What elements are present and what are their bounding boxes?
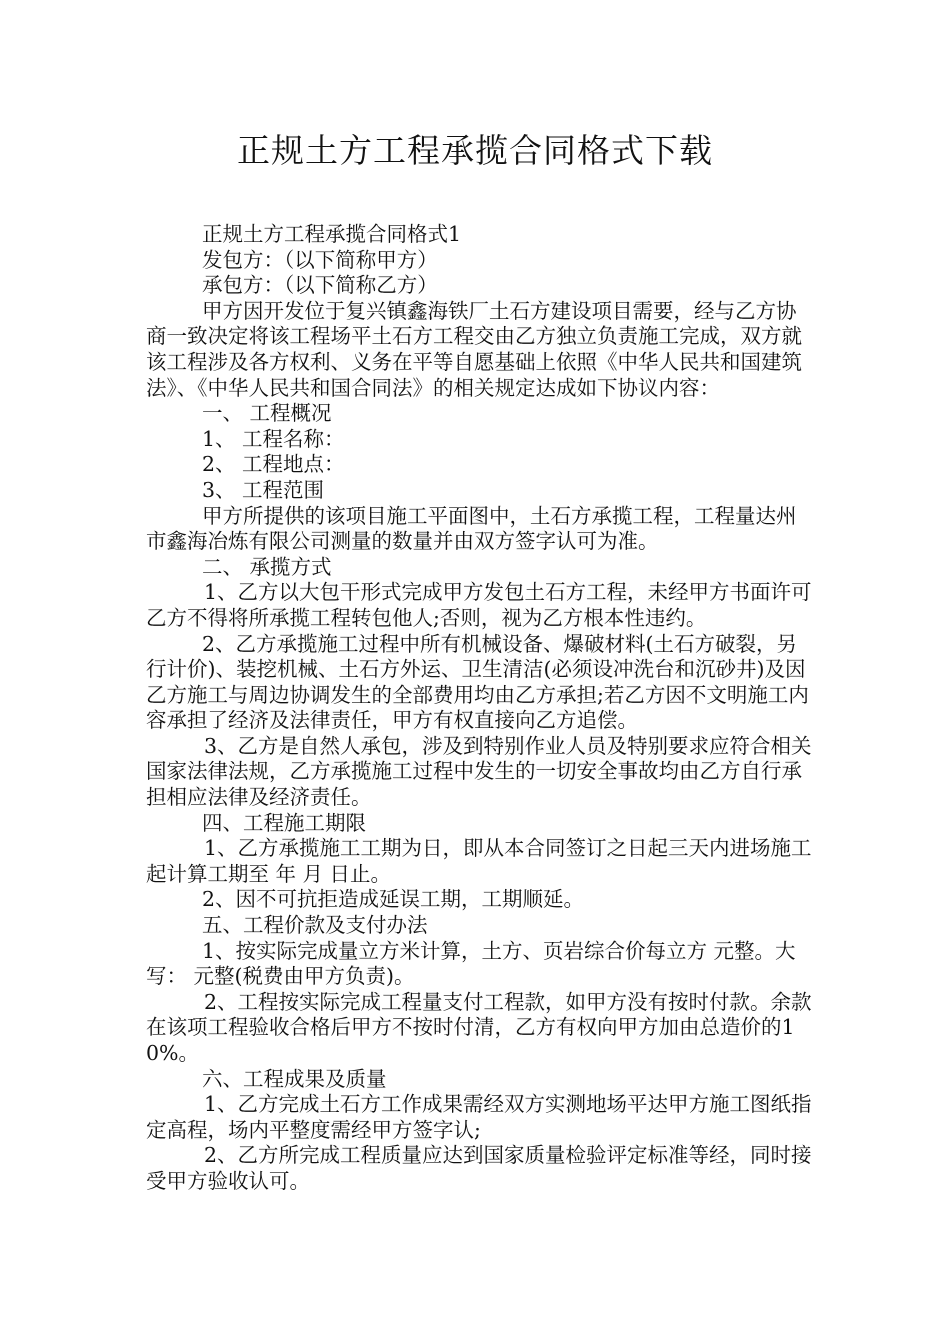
scope-paragraph: 甲方所提供的该项目施工平面图中，土石方承揽工程，工程量达州市鑫海冶炼有限公司测量的数量并由双方签字认可为准。 (146, 503, 797, 554)
document-body (146, 222, 814, 1195)
clause-2-3: 3、乙方是自然人承包，涉及到特别作业人员及特别要求应符合相关国家法律法规，乙方承揽施工过程中发生的一切安全事故均由乙方自行承担相应法律及经济责任。 (146, 733, 812, 810)
clause-4-2: 2、因不可抗拒造成延误工期，工期顺延。 (202, 887, 585, 912)
clause-project-location: 2、 工程地点： (202, 452, 345, 477)
clause-6-1: 1、乙方完成土石方工作成果需经双方实测地场平达甲方施工图纸指定高程，场内平整度需经甲方签字认; (146, 1092, 812, 1142)
preamble-paragraph: 甲方因开发位于复兴镇鑫海铁厂土石方建设项目需要，经与乙方协商一致决定将该工程场平土石方工程交由乙方独立负责施工完成，双方就该工程涉及各方权利、义务在平等自愿基础上依照《中华人民共和国建筑法》、《中华人民共和国合同法》的相关规定达成如下协议内容： (146, 298, 802, 400)
clause-4-1: 1、乙方承揽施工工期为日，即从本合同签订之日起三天内进场施工起计算工期至 年 月 日止。 (146, 836, 812, 886)
clause-2-2: 2、乙方承揽施工过程中所有机械设备、爆破材料(土石方破裂，另行计价)、装挖机械、土石方外运、卫生清洁(必须设冲洗台和沉砂井)及因乙方施工与周边协调发生的全部费用均由乙方承担;若乙方因不文明施工内容承担了经济及法律责任，甲方有权直接向乙方追偿。 (146, 631, 809, 733)
section-heading-2: 二、 承揽方式 (202, 554, 332, 579)
clause-6-2: 2、乙方所完成工程质量应达到国家质量检验评定标准等经，同时接受甲方验收认可。 (146, 1143, 812, 1193)
employer-line: 发包方：（以下简称甲方） (202, 247, 438, 272)
contractor-line: 承包方：（以下简称乙方） (202, 273, 438, 298)
clause-2-1: 1、乙方以大包干形式完成甲方发包土石方工程，未经甲方书面许可乙方不得将所承揽工程转包他人;否则，视为乙方根本性违约。 (146, 580, 812, 630)
clause-project-name: 1、 工程名称： (202, 426, 345, 451)
section-heading-6: 六、工程成果及质量 (202, 1066, 387, 1091)
contract-subtitle: 正规土方工程承揽合同格式1 (202, 222, 462, 246)
clause-5-1: 1、按实际完成量立方米计算，土方、页岩综合价每立方 元整。大写： 元整(税费由甲方负责)。 (146, 938, 796, 989)
clause-5-2: 2、工程按实际完成工程量支付工程款，如甲方没有按时付款。余款在该项工程验收合格后甲方不按时付清，乙方有权向甲方加由总造价的10%。 (146, 989, 812, 1065)
section-heading-1: 一、 工程概况 (202, 401, 332, 426)
section-heading-4: 四、工程施工期限 (202, 810, 366, 835)
section-heading-5: 五、工程价款及支付办法 (202, 913, 428, 938)
clause-project-scope: 3、 工程范围 (202, 477, 325, 502)
document-title: 正规土方工程承揽合同格式下载 (237, 131, 713, 170)
